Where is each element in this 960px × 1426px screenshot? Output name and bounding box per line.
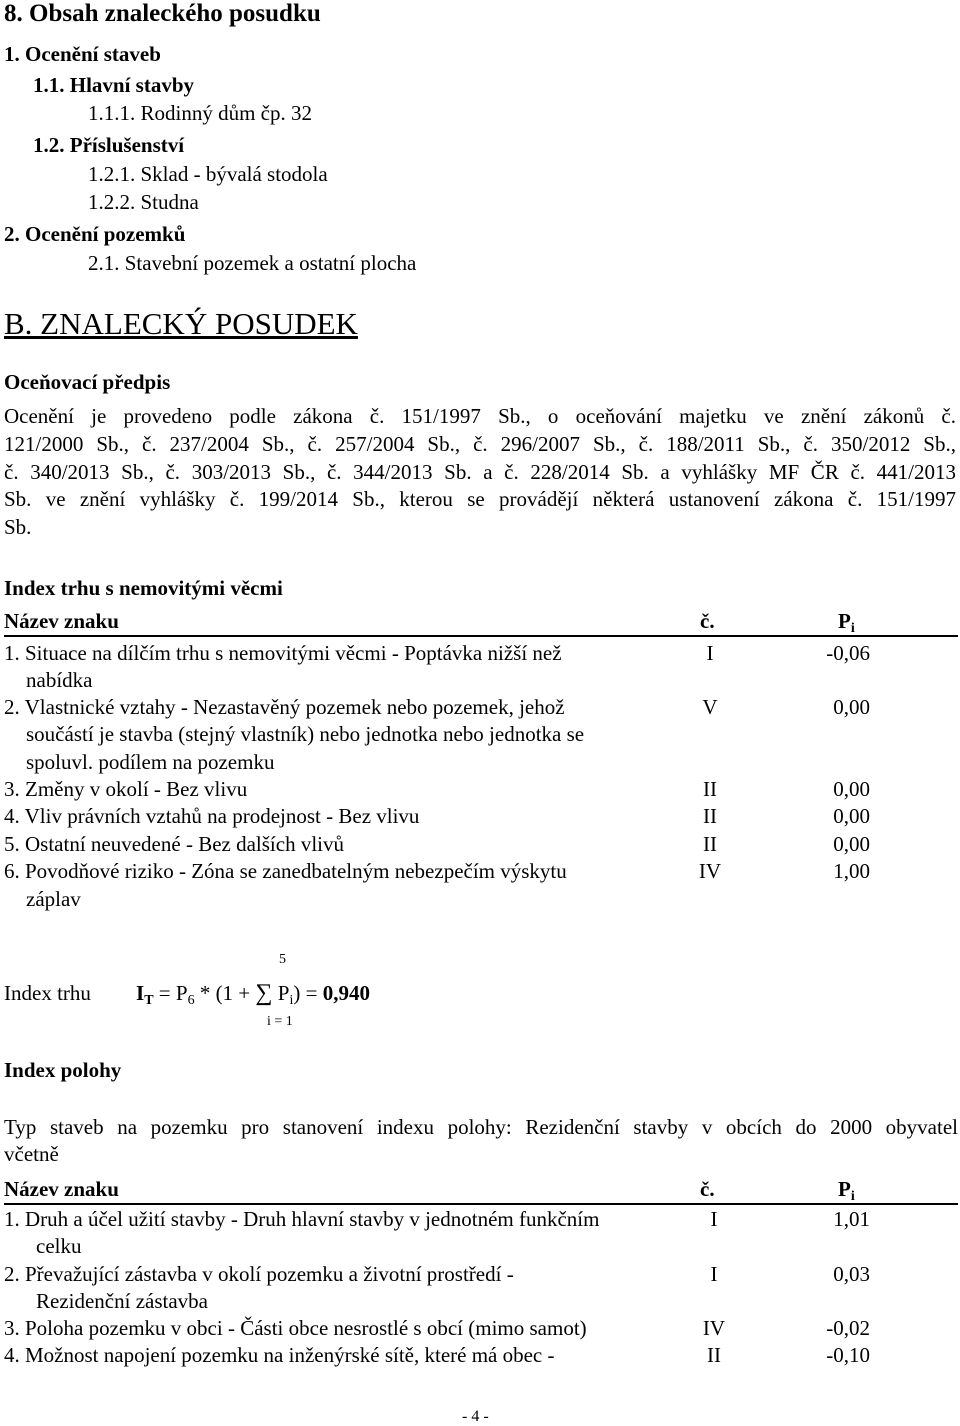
toc-item: 1.2. Příslušenství	[33, 133, 185, 157]
toc-item: 1.2.1. Sklad - bývalá stodola	[88, 162, 328, 186]
row-value: 1,01	[833, 1207, 870, 1231]
row-class: IV	[702, 1316, 726, 1340]
formula-result: 0,940	[322, 981, 370, 1005]
header-rule	[4, 1203, 958, 1205]
row-value: 0,03	[833, 1262, 870, 1286]
row-value: -0,06	[826, 641, 870, 665]
row-value: 0,00	[833, 695, 870, 719]
formula-sum-bottom: i = 1	[267, 1014, 293, 1029]
toc-item: 2.1. Stavební pozemek a ostatní plocha	[88, 251, 417, 275]
toc-item: 1. Ocenění staveb	[4, 42, 161, 66]
row-value: 1,00	[833, 859, 870, 883]
row-value: -0,10	[826, 1343, 870, 1367]
row-value: 0,00	[833, 777, 870, 801]
formula-label: Index trhu	[4, 981, 91, 1005]
col-header-name: Název znaku	[4, 609, 119, 633]
table-row: součástí je stavba (stejný vlastník) nebo jednotka nebo jednotka se	[26, 722, 585, 746]
table-row: 2. Vlastnické vztahy - Nezastavěný pozemek nebo pozemek, jehož	[4, 695, 565, 719]
row-class: IV	[698, 859, 722, 883]
table-row: spoluvl. podílem na pozemku	[26, 750, 275, 774]
header-rule	[4, 635, 958, 637]
table-row: 1. Situace na dílčím trhu s nemovitými věcmi - Poptávka nižší než	[4, 641, 562, 665]
col-header-c: č.	[700, 609, 715, 633]
table-row: 3. Změny v okolí - Bez vlivu	[4, 777, 248, 801]
row-class: II	[703, 804, 717, 828]
toc-item: 1.1. Hlavní stavby	[33, 73, 195, 97]
table-row: 2. Převažující zástavba v okolí pozemku a životní prostředí -	[4, 1262, 514, 1286]
col-header-name: Název znaku	[4, 1177, 119, 1201]
table-row: 6. Povodňové riziko - Zóna se zanedbatelným nebezpečím výskytu	[4, 859, 567, 883]
toc-item: 1.2.2. Studna	[88, 190, 199, 214]
formula-expression: $I_T = P_6 * (1$ + ∑ $P_i) = 0,940$	[136, 980, 370, 1008]
row-class: II	[703, 777, 717, 801]
toc-item: 1.1.1. Rodinný dům čp. 32	[88, 101, 312, 125]
formula-sum-top: 5	[279, 952, 286, 967]
table-row: Rezidenční zástavba	[36, 1289, 208, 1313]
predpis-line: č. 340/2013 Sb., č. 303/2013 Sb., č. 344/2013 Sb. a č. 228/2014 Sb. a vyhlášky MF ČR č. 441/2013	[4, 460, 956, 484]
table-row: 1. Druh a účel užití stavby - Druh hlavní stavby v jednotném funkčním	[4, 1207, 600, 1231]
row-class: I	[710, 1207, 718, 1231]
row-class: II	[707, 1343, 721, 1367]
row-class: II	[703, 832, 717, 856]
predpis-line: 121/2000 Sb., č. 237/2004 Sb., č. 257/2004 Sb., č. 296/2007 Sb., č. 188/2011 Sb., č. 350/2012 Sb.,	[4, 432, 956, 456]
row-class: I	[710, 1262, 718, 1286]
table-row: záplav	[26, 887, 81, 911]
row-value: 0,00	[833, 804, 870, 828]
toc-item: 2. Ocenění pozemků	[4, 222, 186, 246]
row-class: V	[702, 695, 718, 719]
row-value: -0,02	[826, 1316, 870, 1340]
predpis-line: Sb.	[4, 515, 32, 539]
col-header-p: $P_i$	[838, 609, 855, 636]
table-row: 3. Poloha pozemku v obci - Části obce nesrostlé s obcí (mimo samot)	[4, 1316, 587, 1340]
table-row: celku	[36, 1234, 82, 1258]
table-row: 5. Ostatní neuvedené - Bez dalších vlivů	[4, 832, 344, 856]
table-row: 4. Vliv právních vztahů na prodejnost - Bez vlivu	[4, 804, 420, 828]
col-header-p: $P_i$	[838, 1177, 855, 1204]
row-value: 0,00	[833, 832, 870, 856]
sigma-symbol: ∑	[255, 980, 273, 1006]
col-header-c: č.	[700, 1177, 715, 1201]
index-polohy-heading: Index polohy	[4, 1058, 122, 1082]
predpis-line: Sb. ve znění vyhlášky č. 199/2014 Sb., kterou se provádějí některá ustanovení zákona č. 151/1997	[4, 487, 956, 511]
typ-line: včetně	[4, 1142, 59, 1166]
typ-line: Typ staveb na pozemku pro stanovení indexu polohy: Rezidenční stavby v obcích do 2000 obyvatel	[4, 1115, 958, 1139]
section-title: B. ZNALECKÝ POSUDEK	[4, 306, 358, 341]
predpis-heading: Oceňovací předpis	[4, 370, 171, 394]
index-trhu-heading: Index trhu s nemovitými věcmi	[4, 576, 283, 600]
table-row: nabídka	[26, 668, 93, 692]
predpis-line: Ocenění je provedeno podle zákona č. 151/1997 Sb., o oceňování majetku ve znění zákonů č.	[4, 404, 956, 428]
table-row: 4. Možnost napojení pozemku na inženýrské sítě, které má obec -	[4, 1343, 555, 1367]
toc-heading: 8. Obsah znaleckého posudku	[4, 0, 321, 27]
row-class: I	[706, 641, 714, 665]
page-number: - 4 -	[462, 1408, 489, 1425]
